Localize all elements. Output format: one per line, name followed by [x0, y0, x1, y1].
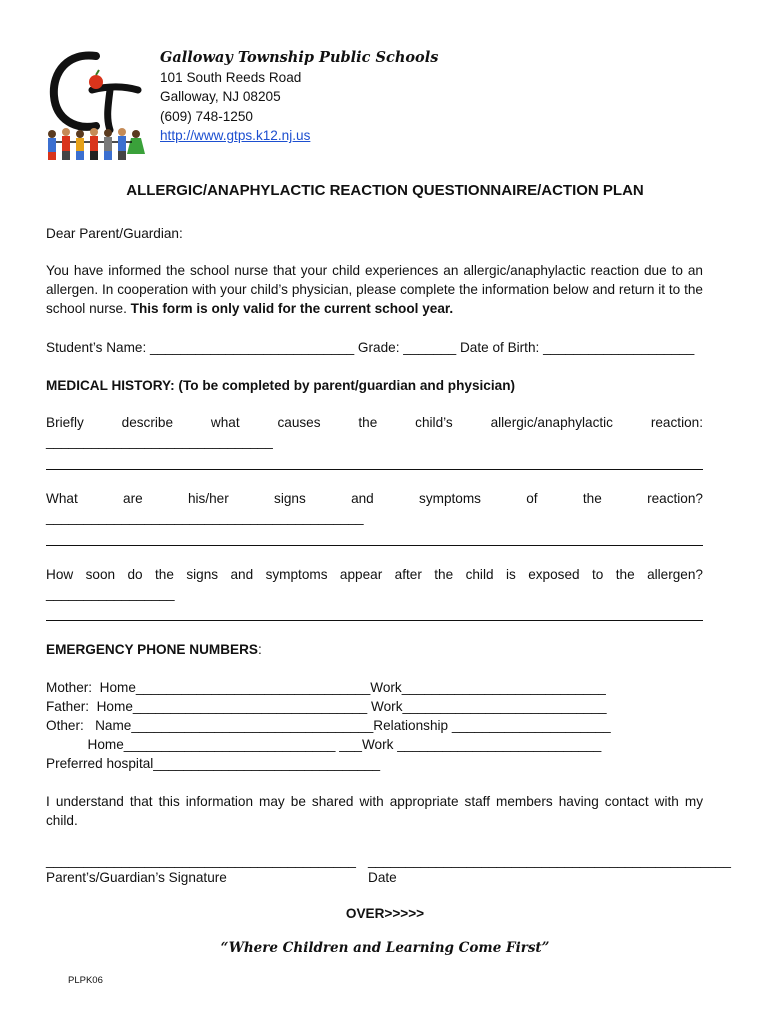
- question-word: signs: [274, 491, 306, 506]
- father-contact-line[interactable]: Father: Home_______________________________ Work___________________________: [46, 699, 607, 714]
- greeting: Dear Parent/Guardian:: [46, 226, 183, 241]
- question-word: child’s: [415, 415, 453, 430]
- question-word: exposed: [528, 567, 580, 582]
- question-word: the: [155, 567, 174, 582]
- school-phone: (609) 748-1250: [160, 108, 253, 124]
- student-info-line[interactable]: Student’s Name: ___________________________ Grade: _______ Date of Birth: ____________________: [46, 340, 695, 355]
- other-home-work-line[interactable]: Home____________________________ ___Work ___________________________: [46, 737, 602, 752]
- question-word: is: [505, 567, 516, 582]
- emergency-heading: [46, 640, 703, 659]
- q3-blank[interactable]: _________________: [46, 586, 175, 601]
- question-word: are: [123, 491, 143, 506]
- form-title: ALLERGIC/ANAPHYLACTIC REACTION QUESTIONNAIRE/ACTION PLAN: [126, 182, 644, 199]
- emergency-heading-colon: :: [258, 642, 262, 657]
- date-label: Date: [368, 870, 397, 885]
- school-website-link[interactable]: http://www.gtps.k12.nj.us: [160, 128, 311, 143]
- question-allergy-cause: [46, 413, 703, 451]
- form-code: PLPK06: [68, 975, 103, 986]
- school-logo: [38, 46, 148, 164]
- emergency-heading-text: EMERGENCY PHONE NUMBERS: [46, 642, 258, 657]
- signature-label: Parent’s/Guardian’s Signature: [46, 870, 227, 885]
- question-word: symptoms: [265, 567, 328, 582]
- q2-answer-line[interactable]: [46, 530, 703, 546]
- question-word: describe: [121, 415, 174, 430]
- question-signs-symptoms: [46, 489, 703, 527]
- question-word: the: [615, 567, 635, 582]
- question-word: How: [46, 567, 74, 582]
- question-onset-time: [46, 565, 703, 603]
- q2-words: [46, 489, 703, 508]
- question-word: do: [127, 567, 143, 582]
- question-word: What: [46, 491, 78, 506]
- question-word: what: [210, 415, 240, 430]
- question-word: the: [434, 567, 454, 582]
- question-word: the: [358, 415, 378, 430]
- q1-answer-line[interactable]: [46, 454, 703, 470]
- date-line[interactable]: ________________________________________________: [368, 853, 731, 868]
- medical-history-heading: MEDICAL HISTORY: (To be completed by parent/guardian and physician): [46, 378, 516, 393]
- question-word: to: [592, 567, 604, 582]
- mother-contact-line[interactable]: Mother: Home_______________________________Work___________________________: [46, 680, 606, 695]
- question-word: Briefly: [46, 415, 84, 430]
- over-indicator: OVER>>>>>: [345, 906, 425, 921]
- intro-paragraph: [46, 261, 703, 318]
- question-word: signs: [186, 567, 219, 582]
- q1-blank[interactable]: ______________________________: [46, 434, 273, 449]
- intro-emphasis: This form is only valid for the current school year.: [130, 301, 454, 316]
- q3-words: [46, 565, 703, 584]
- q1-words: [46, 413, 703, 432]
- question-word: child: [465, 567, 494, 582]
- question-word: after: [394, 567, 422, 582]
- school-motto: “Where Children and Learning Come First”: [220, 940, 550, 956]
- question-word: causes: [277, 415, 321, 430]
- question-word: symptoms: [419, 491, 481, 506]
- question-word: reaction:: [650, 415, 703, 430]
- question-word: appear: [339, 567, 383, 582]
- question-word: allergic/anaphylactic: [490, 415, 613, 430]
- question-word: and: [351, 491, 374, 506]
- question-word: and: [230, 567, 254, 582]
- question-word: the: [582, 491, 602, 506]
- q2-blank[interactable]: __________________________________________: [46, 510, 364, 525]
- question-word: his/her: [187, 491, 229, 506]
- question-word: reaction?: [647, 491, 703, 506]
- school-address: 101 South Reeds Road: [160, 69, 302, 85]
- question-word: soon: [85, 567, 116, 582]
- school-name: Galloway Township Public Schools: [160, 49, 439, 66]
- school-header: [160, 48, 438, 146]
- q3-answer-line[interactable]: [46, 605, 703, 621]
- signature-line[interactable]: _________________________________________: [46, 853, 356, 868]
- school-city: Galloway, NJ 08205: [160, 89, 281, 104]
- preferred-hospital-line[interactable]: Preferred hospital______________________________: [46, 756, 381, 771]
- intro-text: You have informed the school nurse that your child experiences an allergic/anaphylactic reaction due to an allergen. In cooperation with your child’s physician, please complete the information below and return it to the school nurse.: [46, 263, 703, 316]
- other-contact-line[interactable]: Other: Name________________________________Relationship _____________________: [46, 718, 611, 733]
- question-word: of: [526, 491, 538, 506]
- children-figures: [48, 128, 145, 160]
- consent-statement: I understand that this information may be shared with appropriate staff members having contact with my child.: [46, 794, 703, 828]
- question-word: allergen?: [647, 567, 703, 582]
